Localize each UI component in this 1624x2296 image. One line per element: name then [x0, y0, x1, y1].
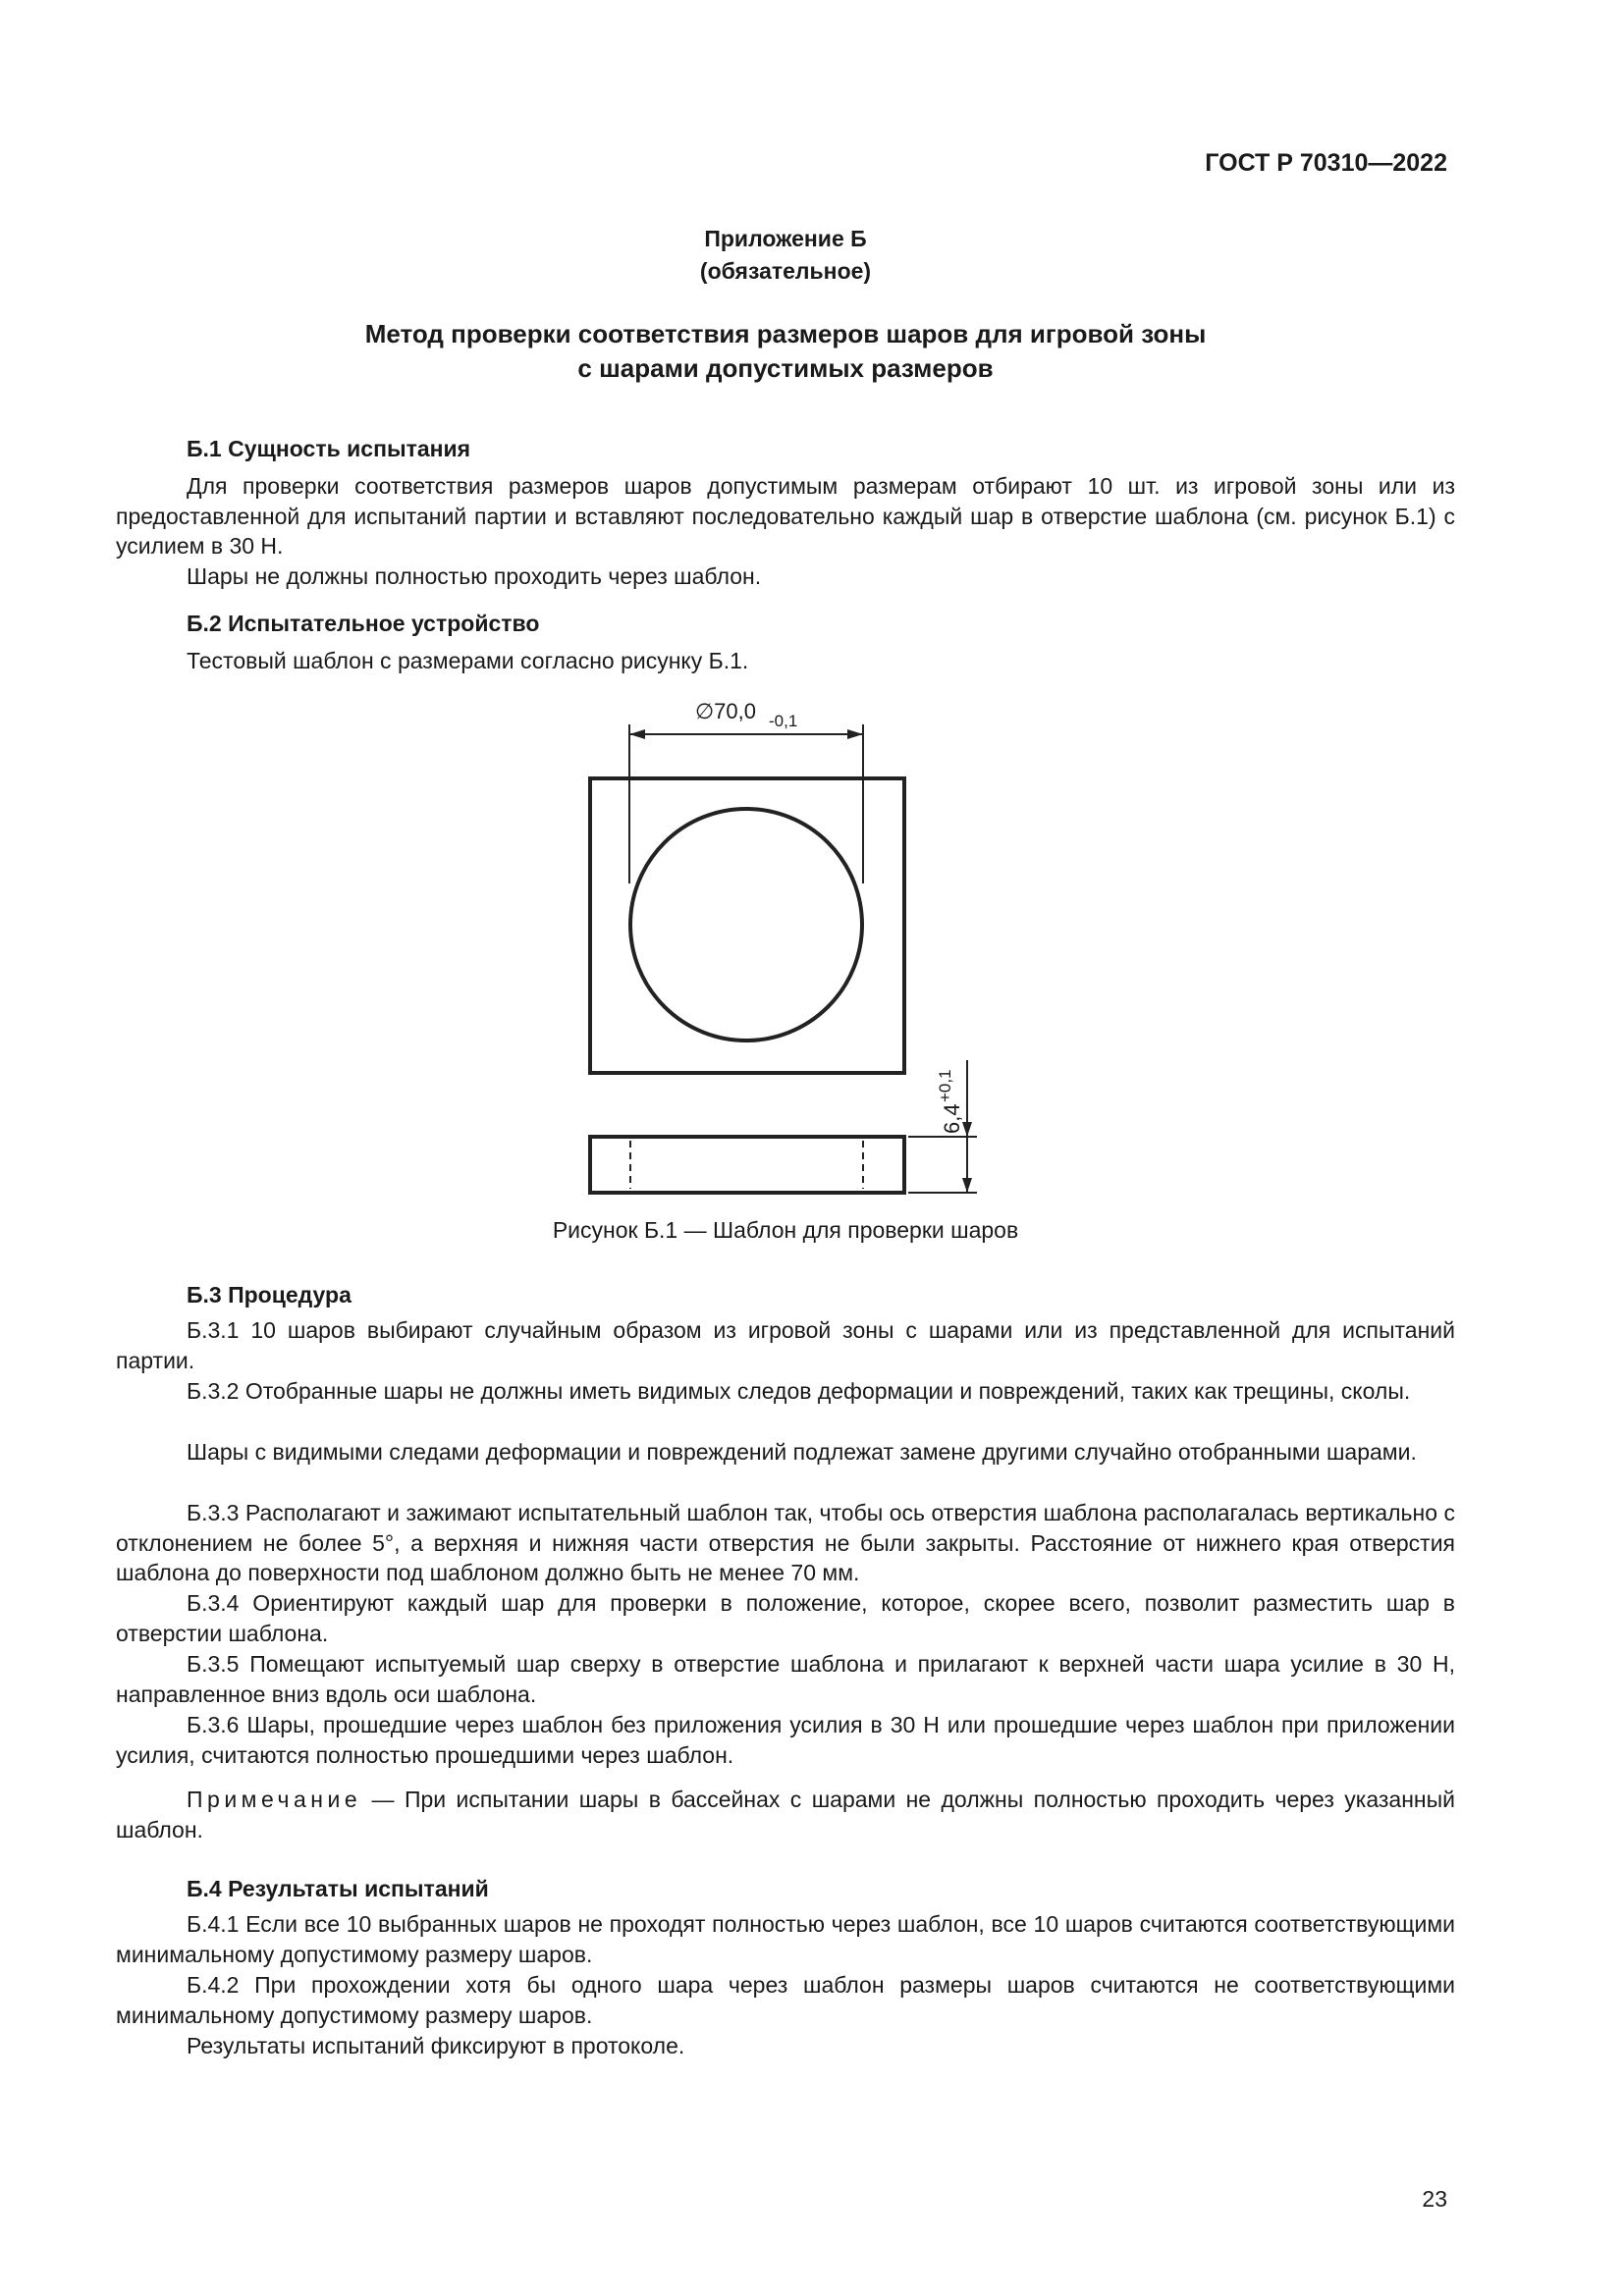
appendix-label: Приложение Б: [704, 226, 867, 251]
template-top-view: [590, 778, 904, 1073]
section-b3-paragraph-1: Б.3.1 10 шаров выбирают случайным образом из игровой зоны с шарами или из представленной для испытаний партии.: [116, 1317, 1455, 1373]
section-b3-paragraph-7: Б.3.6 Шары, прошедшие через шаблон без приложения усилия в 30 Н или прошедшие через шаблон при приложении усилия, считаются полностью прошедшими через шаблон.: [116, 1712, 1455, 1768]
section-b1-paragraph-1: Для проверки соответствия размеров шаров допустимым размерам отбирают 10 шт. из игровой зоны или из предоставленной для испытаний партии и вставляют последовательно каждый шар в отверстие шаблона (см. рисунок Б.1) с усилием в 30 Н.: [116, 473, 1455, 559]
appendix-title-line-1: Метод проверки соответствия размеров шаров для игровой зоны: [364, 319, 1207, 348]
section-b3-paragraph-5: Б.3.4 Ориентируют каждый шар для проверки в положение, которое, скорее всего, позволит разместить шар в отверстии шаблона.: [116, 1590, 1455, 1646]
thickness-tolerance: +0,1: [936, 1069, 954, 1102]
section-b3-paragraph-4: Б.3.3 Располагают и зажимают испытательный шаблон так, чтобы ось отверстия шаблона располагалась вертикально с отклонением не более 5°, а верхняя и нижняя части отверстия не были закрыты. Расстояние от нижнего края отверстия шаблона до поверхности под шаблоном должно быть не менее 70 мм.: [116, 1500, 1455, 1585]
section-b2-heading: Б.2 Испытательное устройство: [187, 611, 540, 636]
thickness-label: 6,4: [940, 1103, 964, 1134]
section-b1-paragraph-2: Шары не должны полностью проходить через шаблон.: [187, 563, 762, 589]
diameter-dimension: [629, 699, 863, 883]
section-b3-note: [116, 1785, 1455, 1844]
section-b4-paragraph-3: Результаты испытаний фиксируют в протоколе.: [187, 2033, 685, 2058]
section-b1-heading: Б.1 Сущность испытания: [187, 436, 471, 461]
note-label: Примечание: [187, 1787, 362, 1812]
note-text: — При испытании шары в бассейнах с шарами не должны полностью проходить через указанный шаблон.: [116, 1787, 1455, 1842]
section-b4-paragraph-2: Б.4.2 При прохождении хотя бы одного шара через шаблон размеры шаров считаются не соответствующими минимальному допустимому размеру шаров.: [116, 1972, 1455, 2028]
template-side-view: [590, 1137, 904, 1193]
appendix-title-line-2: с шарами допустимых размеров: [577, 353, 994, 383]
section-b3-heading: Б.3 Процедура: [187, 1282, 352, 1308]
appendix-status: (обязательное): [699, 258, 872, 284]
document-code: ГОСТ Р 70310—2022: [1205, 149, 1447, 177]
section-b4-heading: Б.4 Результаты испытаний: [187, 1876, 489, 1901]
thickness-dimension: [908, 1060, 977, 1193]
page-number: 23: [1422, 2186, 1447, 2212]
section-b3-paragraph-2: Б.3.2 Отобранные шары не должны иметь видимых следов деформации и повреждений, таких как трещины, сколы.: [187, 1378, 1411, 1404]
figure-ball-template: [550, 687, 1041, 1207]
section-b4-paragraph-1: Б.4.1 Если все 10 выбранных шаров не проходят полностью через шаблон, все 10 шаров считаются соответствующими минимальному допустимому размеру шаров.: [116, 1911, 1455, 1967]
section-b2-paragraph-1: Тестовый шаблон с размерами согласно рисунку Б.1.: [187, 648, 749, 673]
template-hole: [630, 809, 862, 1041]
diameter-label: ∅70,0: [695, 699, 756, 723]
section-b3-paragraph-3: Шары с видимыми следами деформации и повреждений подлежат замене другими случайно отобранными шарами.: [187, 1439, 1417, 1465]
diameter-tolerance: -0,1: [769, 712, 798, 730]
figure-caption: Рисунок Б.1 — Шаблон для проверки шаров: [552, 1217, 1019, 1243]
section-b3-paragraph-6: Б.3.5 Помещают испытуемый шар сверху в отверстие шаблона и прилагают к верхней части шара усилие в 30 Н, направленное вниз вдоль оси шаблона.: [116, 1651, 1455, 1707]
